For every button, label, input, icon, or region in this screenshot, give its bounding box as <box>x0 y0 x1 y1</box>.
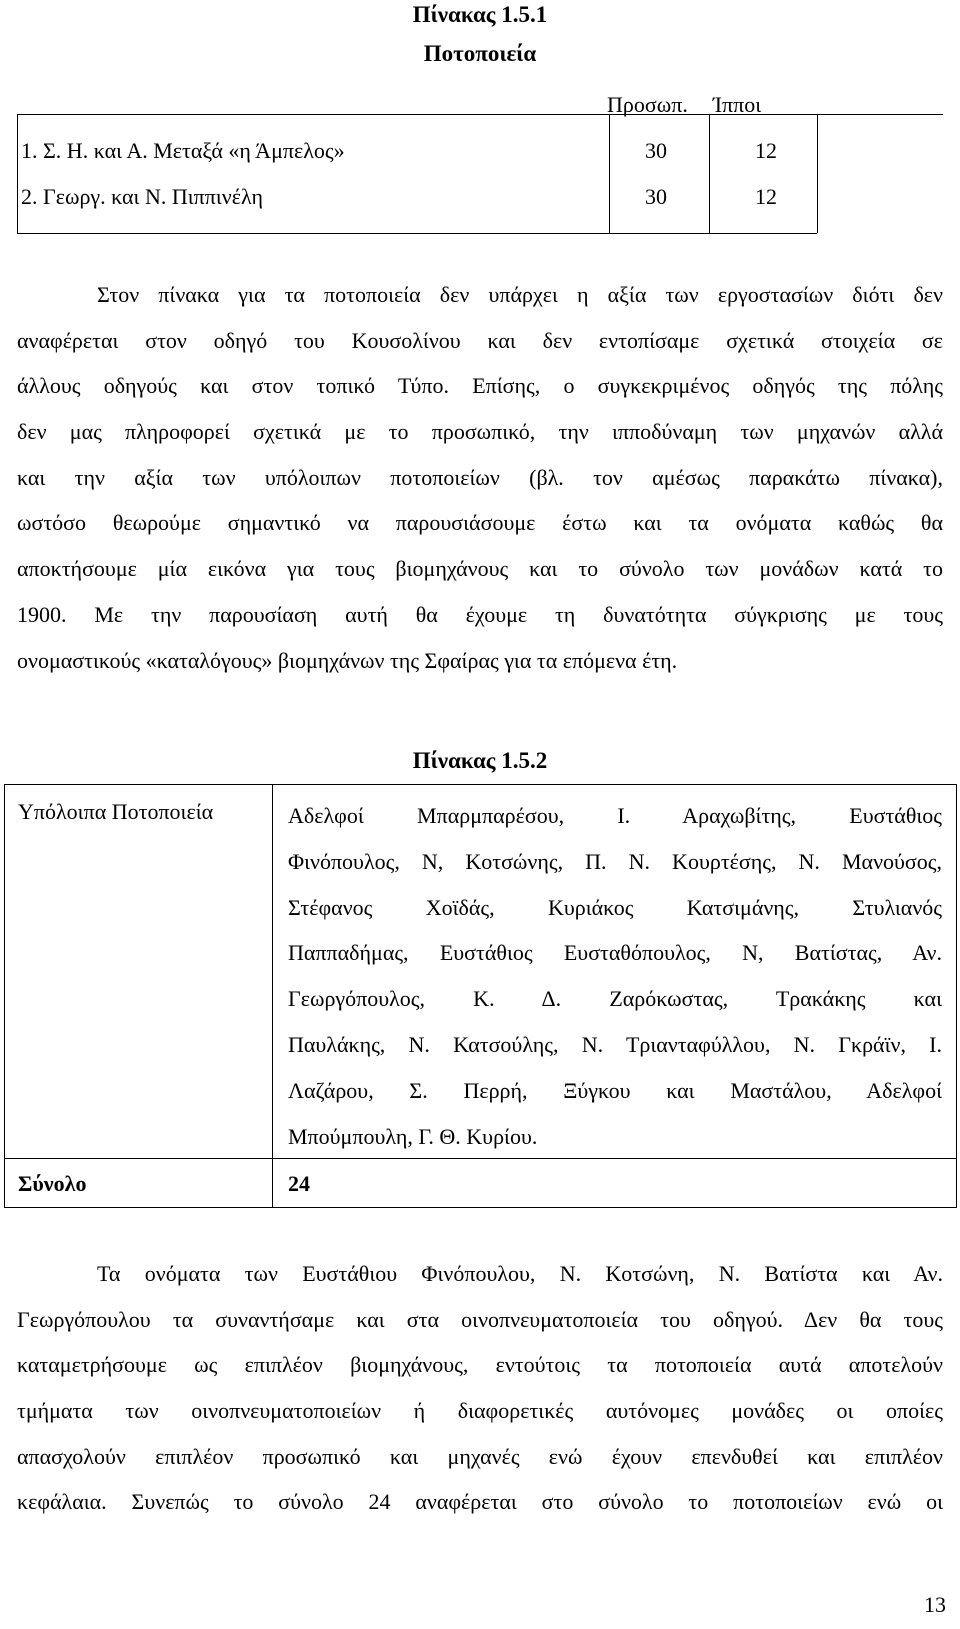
paragraph-line: Τα ονόματα των Ευστάθιου Φινόπουλου, Ν. Κοτσώνη, Ν. Βατίστα και Αν. <box>97 1261 943 1286</box>
table1-row2-name: 2. Γεωργ. και Ν. Πιππινέλη <box>21 184 263 209</box>
page-number: 13 <box>924 1592 946 1617</box>
table1-right-border <box>817 114 818 233</box>
table1-subtitle: Ποτοποιεία <box>423 41 537 66</box>
names-line: Παππαδήμας, Ευστάθιος Ευσταθόπουλος, Ν, Βατίστας, Αν. <box>288 940 942 966</box>
paragraph-line: καταμετρήσουμε ως επιπλέον βιομηχάνους, εντούτοις τα ποτοποιεία αυτά αποτελούν <box>17 1352 943 1378</box>
table2-col-divider <box>272 785 273 1207</box>
table1-bottom-border <box>17 233 817 234</box>
table1-row2-horses: 12 <box>755 184 777 209</box>
names-line: Αδελφοί Μπαρμπαρέσου, Ι. Αραχωβίτης, Ευστάθιος <box>288 803 942 828</box>
names-line: Παυλάκης, Ν. Κατσούλης, Ν. Τριανταφύλλου, Ν. Γκράϊν, Ι. <box>288 1031 942 1057</box>
table2-title: Πίνακας 1.5.2 <box>412 748 548 773</box>
paragraph-line: και την αξία των υπόλοιπων ποτοποιείων (βλ. τον αμέσως παρακάτω πίνακα), <box>17 464 943 490</box>
table1-title: Πίνακας 1.5.1 <box>412 2 548 27</box>
names-line: Λαζάρου, Σ. Περρή, Ξύγκου και Μαστάλου, Αδελφοί <box>288 1077 942 1103</box>
names-line: Στέφανος Χοϊδάς, Κυριάκος Κατσιμάνης, Στυλιανός <box>288 894 942 920</box>
paragraph-line: δεν μας πληροφορεί σχετικά με το προσωπικό, την ιπποδύναμη των μηχανών αλλά <box>17 419 943 445</box>
header-staff: Προσωπ. <box>607 92 688 117</box>
paragraph-line: Στον πίνακα για τα ποτοποιεία δεν υπάρχει η αξία των εργοστασίων διότι δεν <box>97 282 943 307</box>
table-2 <box>4 784 957 1208</box>
paragraph-line: αναφέρεται στον οδηγό του Κουσολίνου και δεν εντοπίσαμε σχετικά στοιχεία σε <box>17 327 943 353</box>
paragraph-line: Γεωργόπουλου τα συναντήσαμε και στα οινοπνευματοποιεία του οδηγού. Δεν θα τους <box>17 1306 943 1332</box>
table2-row-label: Υπόλοιπα Ποτοποιεία <box>18 799 214 824</box>
names-line: Μπούμπουλη, Γ. Θ. Κυρίου. <box>288 1123 538 1149</box>
table2-total-label: Σύνολο <box>18 1171 87 1196</box>
table-1 <box>17 89 943 233</box>
table1-row1-horses: 12 <box>755 138 777 163</box>
table1-left-border <box>17 114 18 233</box>
paragraph-1 <box>17 272 943 683</box>
table2-names <box>288 793 942 1159</box>
paragraph-line: ωστόσο θεωρούμε σημαντικό να παρουσιάσουμε έστω και τα ονόματα καθώς θα <box>17 510 943 536</box>
paragraph-line: 1900. Με την παρουσίαση αυτή θα έχουμε τη δυνατότητα σύγκρισης με τους <box>17 601 943 627</box>
table1-row1-staff: 30 <box>645 138 667 163</box>
table2-total-value: 24 <box>288 1171 310 1196</box>
paragraph-2 <box>17 1251 943 1525</box>
names-line: Φινόπουλος, Ν, Κοτσώνης, Π. Ν. Κουρτέσης, Ν. Μανούσος, <box>288 848 942 874</box>
names-line: Γεωργόπουλος, Κ. Δ. Ζαρόκωστας, Τρακάκης και <box>288 986 942 1012</box>
paragraph-line: άλλους οδηγούς και στον τοπικό Τύπο. Επίσης, ο συγκεκριμένος οδηγός της πόλης <box>17 373 943 399</box>
paragraph-line: τμήματα των οινοπνευματοποιείων ή διαφορετικές αυτόνομες μονάδες οι οποίες <box>17 1398 943 1424</box>
table1-row1-name: 1. Σ. Η. και Α. Μεταξά «η Άμπελος» <box>21 138 345 163</box>
paragraph-line: ονομαστικούς «καταλόγους» βιομηχάνων της Σφαίρας για τα επόμενα έτη. <box>17 647 678 673</box>
header-horses: Ίπποι <box>713 92 762 117</box>
table1-header-border <box>17 114 817 115</box>
table1-col-divider-2 <box>709 114 710 233</box>
paragraph-line: κεφάλαια. Συνεπώς το σύνολο 24 αναφέρεται στο σύνολο το ποτοποιείων ενώ οι <box>17 1489 943 1515</box>
paragraph-line: απασχολούν επιπλέον προσωπικό και μηχανές ενώ έχουν επενδυθεί και επιπλέον <box>17 1443 943 1469</box>
table1-col-divider-1 <box>609 114 610 233</box>
table1-row2-staff: 30 <box>645 184 667 209</box>
paragraph-line: αποκτήσουμε μία εικόνα για τους βιομηχάνους και το σύνολο των μονάδων κατά το <box>17 556 943 582</box>
